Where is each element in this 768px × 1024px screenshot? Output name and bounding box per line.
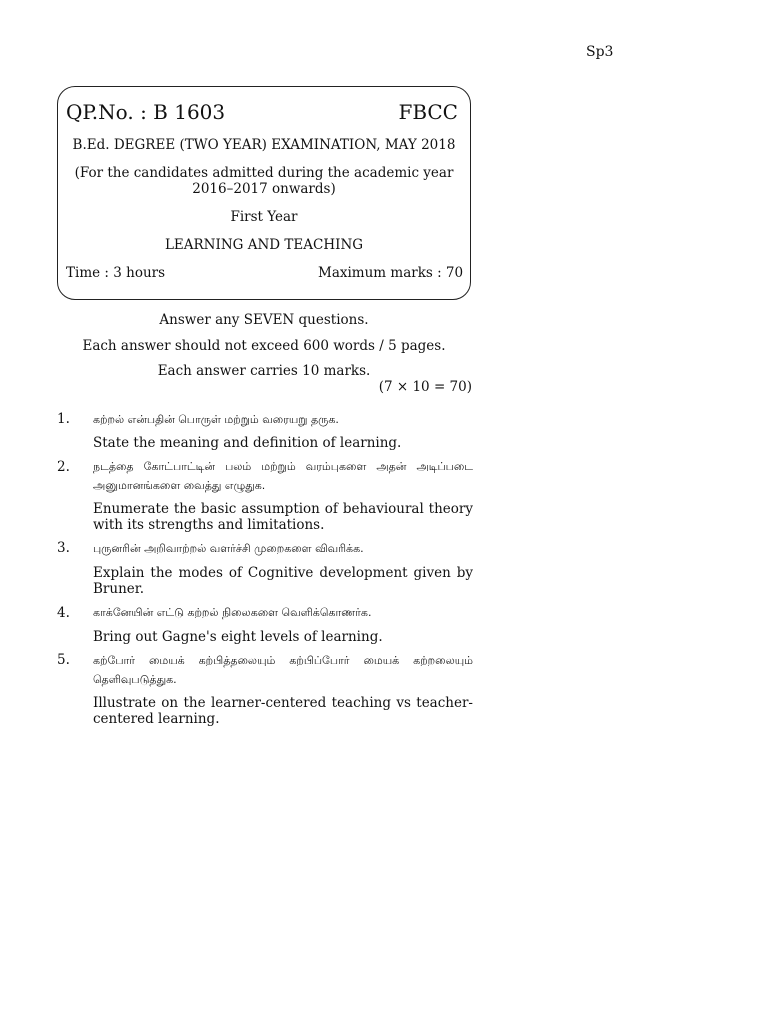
instruction-word-limit: Each answer should not exceed 600 words / 5 pages. [82, 338, 446, 354]
question-english: Enumerate the basic assumption of behavioural theory with its strengths and limitations. [93, 501, 473, 533]
time-label: Time : 3 hours [66, 265, 166, 281]
question-tamil: நடத்தை கோட்பாட்டின் பலம் மற்றும் வரம்புகளை அதன் அடிப்படை அனுமானங்களை வைத்து எழுதுக. [93, 460, 473, 492]
question-number: 4. [57, 605, 70, 621]
question-tamil: புருனரின் அறிவாற்றல் வளர்ச்சி முறைகளை விவரிக்க. [93, 542, 364, 555]
question-tamil: கற்போர் மையக் கற்பித்தலையும் கற்பிப்போர் மையக் கற்றலையும் தெளிவுபடுத்துக. [93, 654, 473, 686]
question-english: Illustrate on the learner-centered teaching vs teacher-centered learning. [93, 695, 473, 727]
year-label: First Year [230, 209, 298, 225]
question-number: 2. [57, 459, 70, 475]
exam-title: B.Ed. DEGREE (TWO YEAR) EXAMINATION, MAY 2018 [72, 137, 456, 153]
paper-code: FBCC [398, 100, 458, 124]
max-marks-label: Maximum marks : 70 [318, 265, 464, 281]
page-label: Sp3 [586, 44, 614, 60]
qp-number: QP.No. : B 1603 [66, 100, 226, 124]
admission-note: (For the candidates admitted during the academic year 2016–2017 onwards) [74, 165, 454, 197]
question-tamil: காக்னேயின் எட்டு கற்றல் நிலைகளை வெளிக்கொணர்க. [93, 606, 372, 619]
question-english: Bring out Gagne's eight levels of learning. [93, 629, 383, 645]
question-tamil: கற்றல் என்பதின் பொருள் மற்றும் வரையறு தருக. [93, 413, 339, 426]
question-english: State the meaning and definition of learning. [93, 435, 402, 451]
question-number: 1. [57, 411, 70, 427]
subject-title: LEARNING AND TEACHING [164, 237, 364, 253]
instruction-marks-each: Each answer carries 10 marks. [157, 363, 371, 379]
score-formula: (7 × 10 = 70) [378, 379, 472, 395]
question-english: Explain the modes of Cognitive development given by Bruner. [93, 565, 473, 597]
instruction-answer-seven: Answer any SEVEN questions. [159, 312, 369, 328]
question-number: 3. [57, 540, 70, 556]
question-number: 5. [57, 652, 70, 668]
